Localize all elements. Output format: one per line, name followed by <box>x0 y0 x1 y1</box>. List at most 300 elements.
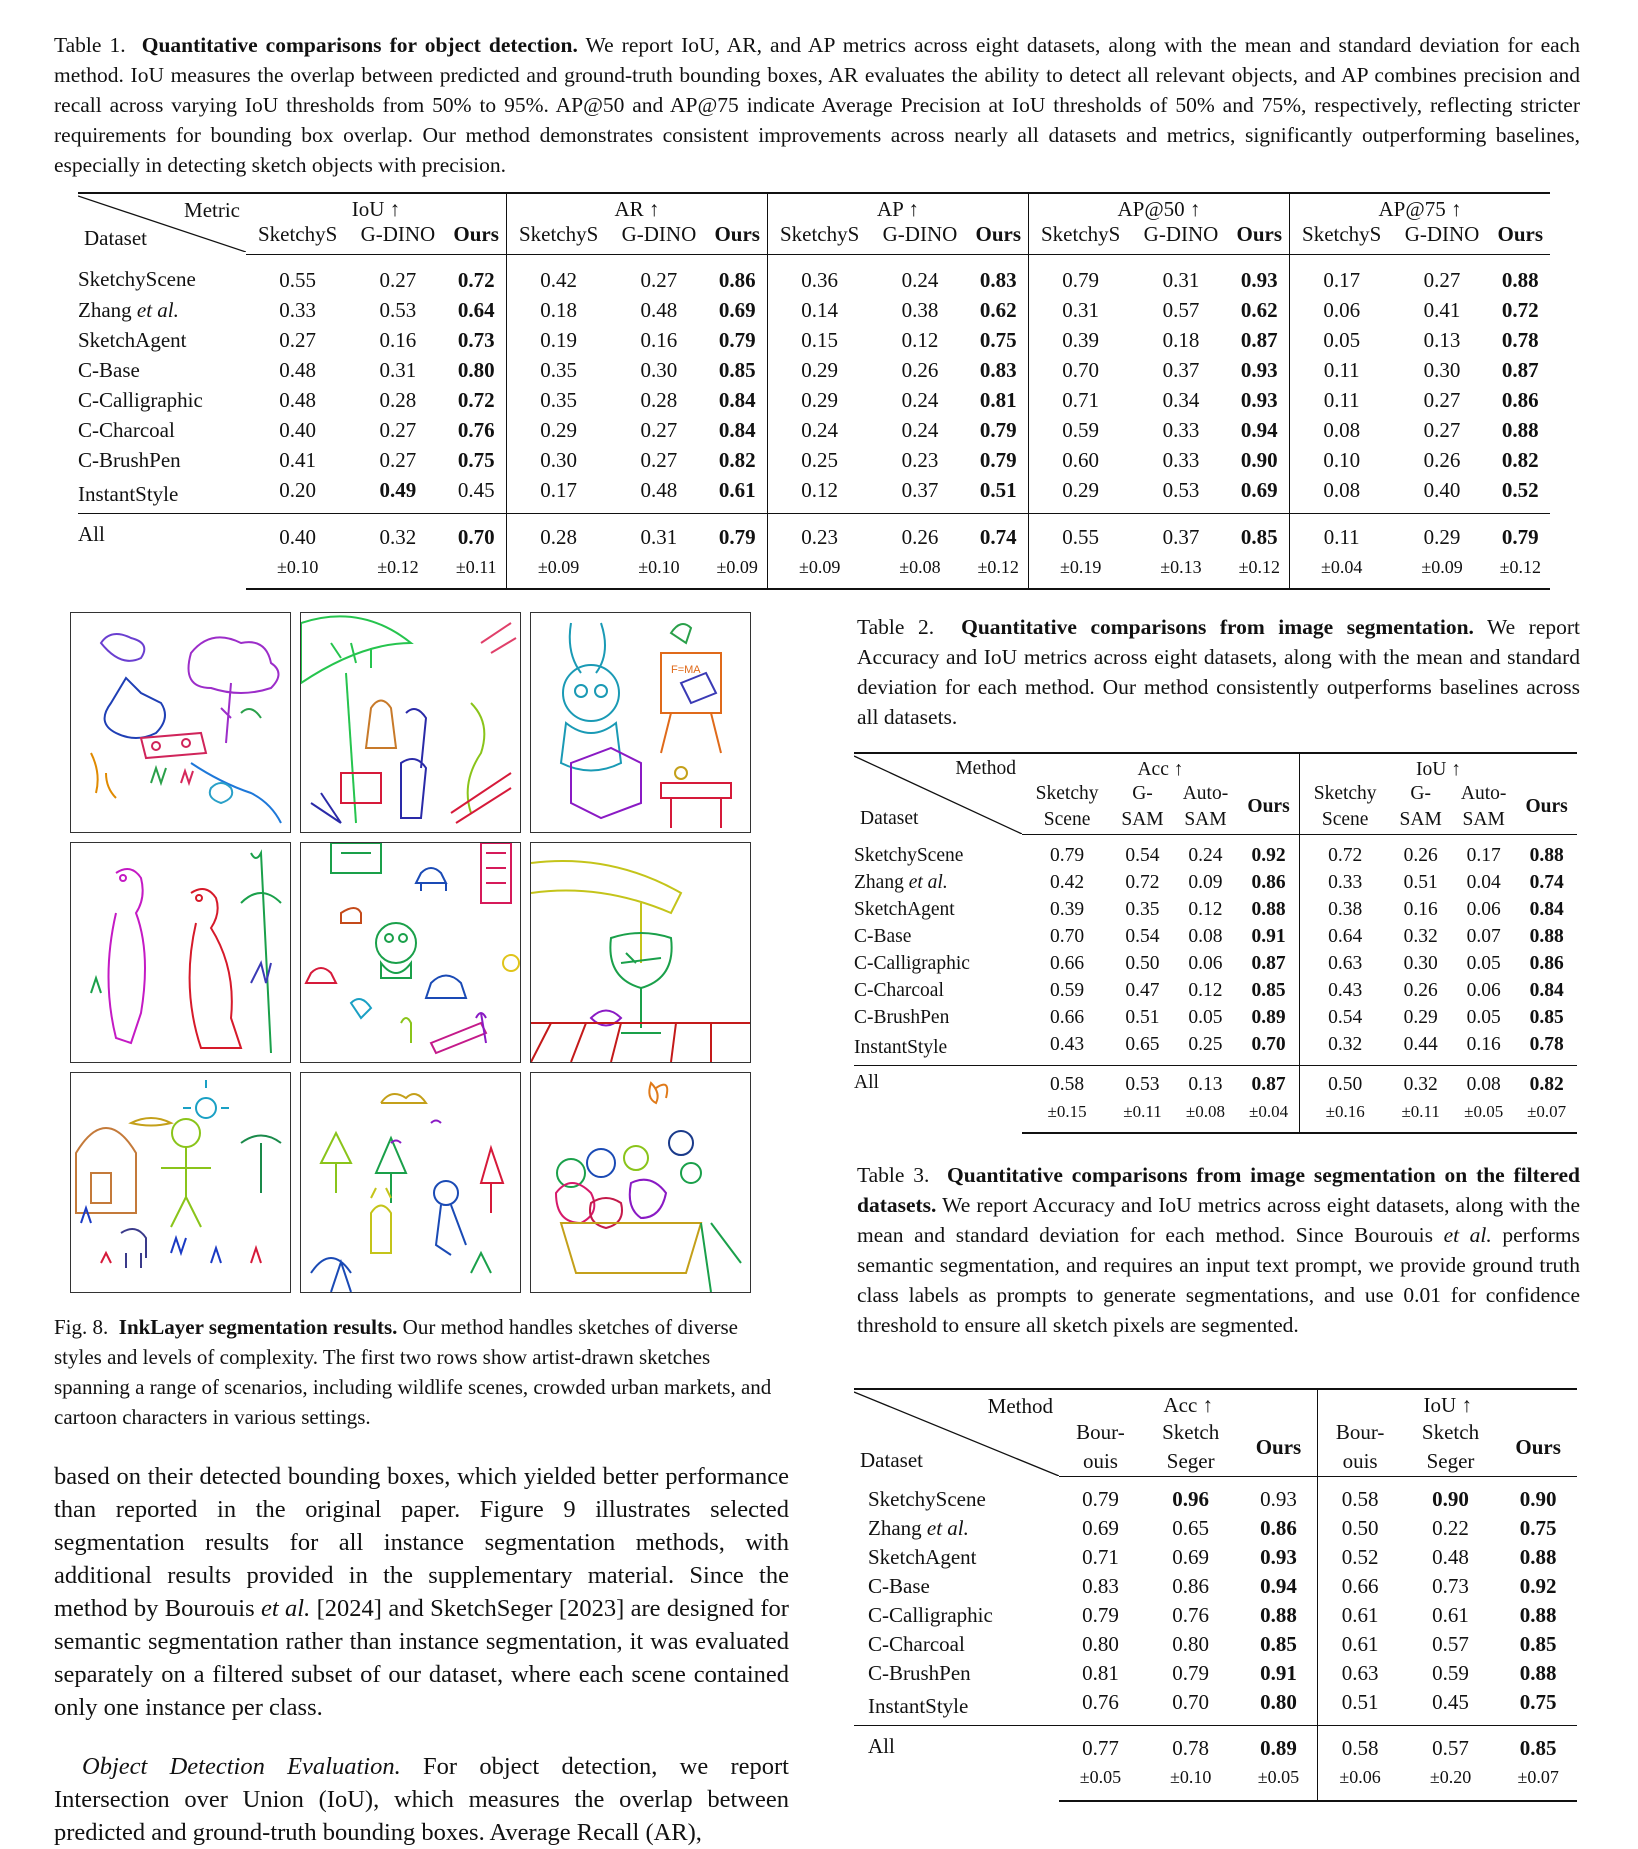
table-std-value: ±0.07 <box>1516 1099 1577 1133</box>
table-value: 0.44 <box>1390 1032 1451 1066</box>
method-header: Ours <box>446 222 506 255</box>
table-value: 0.27 <box>379 267 417 292</box>
method-header: Sketch Seger <box>1402 1418 1500 1477</box>
table-value: 0.12 <box>1188 899 1223 920</box>
body-paragraph-1: based on their detected bounding boxes, which yielded better performance than reported in the original paper. Figure 9 illustrates selected segmentation results for all instance segmentation methods, with additional results provided in the supplementary material. Since the method by Bourouis et al. [2024] and SketchSeger [2023] are designed for semantic segmentation rather than instance segmentation, it was evaluated separately on a filtered subset of our dataset, where each scene contained only one instance per class. <box>54 1463 789 1721</box>
table-row <box>854 1601 1577 1630</box>
table-value: 0.66 <box>1341 1574 1379 1598</box>
table-value: 0.82 <box>1529 1074 1564 1095</box>
table-std-value: ±0.19 <box>1028 552 1132 589</box>
method-header: Bour- ouis <box>1318 1418 1402 1477</box>
table-value: 0.72 <box>446 385 506 415</box>
row-dataset-name: InstantStyle <box>854 1688 1059 1726</box>
row-dataset-name: C-Charcoal <box>78 417 175 442</box>
table-value: 0.72 <box>446 255 506 296</box>
table-value: 0.16 <box>640 327 678 352</box>
table-value: 0.27 <box>1423 387 1461 412</box>
table-value: 0.22 <box>1432 1516 1469 1540</box>
table-std-value: ±0.12 <box>969 552 1029 589</box>
table-value: 0.33 <box>1162 417 1200 442</box>
table-value: 0.24 <box>801 417 839 442</box>
method-header: Ours <box>1230 222 1290 255</box>
table-value: 0.59 <box>1062 417 1100 442</box>
method-header: SketchyS <box>1289 222 1393 255</box>
table-value: 0.70 <box>1050 926 1085 947</box>
table-value: 0.61 <box>708 475 768 514</box>
method-header: Bour- ouis <box>1059 1418 1142 1477</box>
table-value: 0.33 <box>279 297 317 322</box>
table-value: 0.11 <box>1323 387 1360 412</box>
table-value: 0.27 <box>1423 267 1461 292</box>
table-value: 0.55 <box>279 267 317 292</box>
table-value: 0.09 <box>1188 872 1223 893</box>
table-value: 0.48 <box>279 357 317 382</box>
corner-dataset-label: Dataset <box>860 808 919 829</box>
table-value: 0.75 <box>1519 1516 1557 1540</box>
table-value: 0.29 <box>801 387 839 412</box>
table-value: 0.85 <box>1238 978 1299 1005</box>
table-value: 0.92 <box>1519 1574 1557 1598</box>
table-value: 0.88 <box>1519 1661 1557 1685</box>
table-value: 0.27 <box>379 447 417 472</box>
table-value: 0.31 <box>1162 267 1200 292</box>
corner-dataset-label: Dataset <box>84 225 147 250</box>
table-value: 0.65 <box>1112 1032 1173 1066</box>
row-dataset-name: All <box>78 522 105 546</box>
row-dataset-name: C-Base <box>78 357 140 382</box>
table-value: 0.62 <box>969 295 1029 325</box>
table-header-row <box>78 222 1550 255</box>
table-value: 0.85 <box>1239 1630 1318 1659</box>
method-header: Auto- SAM <box>1451 781 1516 835</box>
table-value: 0.12 <box>767 475 871 514</box>
table-value: 0.04 <box>1466 872 1501 893</box>
table-value: 0.72 <box>1501 297 1539 322</box>
table-value: 0.73 <box>1432 1574 1469 1598</box>
table-value: 0.50 <box>1328 1074 1363 1095</box>
sketch-wildlife-forest <box>70 612 291 833</box>
table-value: 0.30 <box>640 357 678 382</box>
table-value: 0.89 <box>1239 1726 1318 1764</box>
table-value: 0.82 <box>708 445 768 475</box>
table-row <box>854 1659 1577 1688</box>
table-row <box>854 1572 1577 1601</box>
row-dataset-name: Zhang et al. <box>868 1516 969 1540</box>
table-value: 0.54 <box>1125 845 1160 866</box>
row-dataset-name: Zhang et al. <box>854 872 948 893</box>
table-corner-header <box>854 753 1022 834</box>
table-value: 0.11 <box>1323 357 1360 382</box>
table-row <box>78 355 1550 385</box>
table-value: 0.32 <box>379 524 417 549</box>
table-value: 0.84 <box>1529 980 1564 1001</box>
table-value: 0.53 <box>1125 1074 1160 1095</box>
table-value: 0.13 <box>1423 327 1461 352</box>
table-row <box>854 1630 1577 1659</box>
table-std-value: ±0.06 <box>1318 1763 1402 1801</box>
table-value: 0.51 <box>1403 872 1438 893</box>
row-dataset-name: C-Charcoal <box>854 980 944 1001</box>
table-value: 0.82 <box>1501 447 1539 472</box>
table-value: 0.90 <box>1230 445 1290 475</box>
row-dataset-name: C-Charcoal <box>868 1632 965 1656</box>
table-value: 0.66 <box>1050 953 1085 974</box>
table-value: 0.33 <box>1328 872 1363 893</box>
table-value: 0.64 <box>446 295 506 325</box>
table-value: 0.72 <box>1328 845 1363 866</box>
method-header: Ours <box>1491 222 1550 255</box>
table-value: 0.88 <box>1501 267 1539 292</box>
row-dataset-name: All <box>868 1734 895 1758</box>
table-value: 0.51 <box>969 475 1029 514</box>
table-row-all <box>854 1726 1577 1764</box>
table-value: 0.41 <box>279 447 317 472</box>
method-header: G-DINO <box>610 222 707 255</box>
table-value: 0.74 <box>1529 872 1564 893</box>
table-std-value: ±0.10 <box>246 552 349 589</box>
table-value: 0.88 <box>1519 1603 1557 1627</box>
table-value: 0.79 <box>708 514 768 553</box>
table-value: 0.54 <box>1328 1007 1363 1028</box>
table-value: 0.55 <box>1062 524 1100 549</box>
table-value: 0.57 <box>1432 1736 1469 1760</box>
table-row <box>854 1543 1577 1572</box>
table-value: 0.31 <box>379 357 417 382</box>
table-value: 0.92 <box>1238 834 1299 870</box>
sketch-wine-glass <box>530 842 751 1063</box>
row-dataset-name: C-Calligraphic <box>78 387 203 412</box>
table-value: 0.42 <box>1050 872 1085 893</box>
method-header: G-DINO <box>1393 222 1490 255</box>
table-std-value: ±0.12 <box>349 552 446 589</box>
figure-8-caption: Fig. 8. InkLayer segmentation results. Our method handles sketches of diverse styles and levels of complexity. The first two rows show artist-drawn sketches spanning a range of scenarios, including wildlife scenes, crowded urban markets, and cartoon characters in various settings. <box>54 1315 772 1429</box>
table-std-value: ±0.09 <box>506 552 610 589</box>
table-value: 0.78 <box>1172 1736 1210 1760</box>
table-value: 0.50 <box>1341 1516 1379 1540</box>
table-value: 0.84 <box>708 415 768 445</box>
table-value: 0.71 <box>1062 387 1100 412</box>
table-value: 0.12 <box>1188 980 1223 1001</box>
metric-group-header: IoU ↑ <box>1318 1389 1577 1418</box>
table-value: 0.38 <box>901 297 939 322</box>
table-std-value: ±0.05 <box>1239 1763 1318 1801</box>
sketch-meerkats <box>70 842 291 1063</box>
row-dataset-name: C-Base <box>854 926 912 947</box>
table-value: 0.30 <box>540 447 577 472</box>
table2 <box>854 752 1577 1134</box>
table-value: 0.85 <box>708 355 768 385</box>
table-value: 0.86 <box>1238 870 1299 897</box>
table-value: 0.05 <box>1323 327 1361 352</box>
table-value: 0.08 <box>1466 1074 1501 1095</box>
table-std-value: ±0.16 <box>1299 1099 1390 1133</box>
body-paragraph-2: Object Detection Evaluation. For object detection, we report Intersection over Union (IoU), which measures the overlap between predicted and ground-truth bounding boxes. Average Recall (AR), <box>54 1753 789 1846</box>
table-header-row <box>854 753 1577 781</box>
table-value: 0.81 <box>969 385 1029 415</box>
table-value: 0.35 <box>540 357 577 382</box>
table-value: 0.77 <box>1082 1736 1119 1760</box>
table-value: 0.93 <box>1239 1543 1318 1572</box>
metric-group-header: IoU ↑ <box>1299 753 1577 781</box>
table-value: 0.70 <box>1142 1688 1240 1726</box>
table-value: 0.75 <box>1499 1688 1577 1726</box>
table-value: 0.13 <box>1188 1074 1223 1095</box>
table-value: 0.76 <box>1172 1603 1210 1627</box>
table-std-value: ±0.05 <box>1059 1763 1142 1801</box>
table-value: 0.79 <box>1082 1603 1119 1627</box>
table-value: 0.24 <box>901 267 939 292</box>
table-std-value: ±0.09 <box>767 552 871 589</box>
table-row <box>78 445 1550 475</box>
table-value: 0.23 <box>801 524 839 549</box>
table-value: 0.85 <box>1519 1736 1557 1760</box>
table-value: 0.79 <box>969 415 1029 445</box>
metric-group-header: IoU ↑ <box>246 193 506 222</box>
table-row <box>78 385 1550 415</box>
table-value: 0.58 <box>1341 1487 1379 1511</box>
sketch-bunny-teacher <box>530 612 751 833</box>
corner-metric-label: Method <box>987 1394 1053 1418</box>
table-value: 0.79 <box>1501 524 1539 549</box>
row-dataset-name: C-BrushPen <box>78 447 181 472</box>
table-header-row <box>78 193 1550 222</box>
table-row <box>78 255 1550 296</box>
table-value: 0.43 <box>1022 1032 1112 1066</box>
table-value: 0.94 <box>1239 1572 1318 1601</box>
table-row-all <box>854 1065 1577 1099</box>
table-value: 0.63 <box>1341 1661 1379 1685</box>
table-value: 0.06 <box>1188 953 1223 974</box>
method-header: Auto- SAM <box>1173 781 1238 835</box>
table-value: 0.85 <box>1519 1632 1557 1656</box>
table-value: 0.79 <box>1062 267 1100 292</box>
table-std-value: ±0.12 <box>1491 552 1550 589</box>
metric-group-header: AP ↑ <box>767 193 1028 222</box>
table-value: 0.29 <box>1403 1007 1438 1028</box>
table-std-value: ±0.07 <box>1499 1763 1577 1801</box>
row-dataset-name: InstantStyle <box>78 475 246 514</box>
table-value: 0.08 <box>1323 417 1361 442</box>
metric-group-header: Acc ↑ <box>1059 1389 1318 1418</box>
table-value: 0.24 <box>901 417 939 442</box>
table-value: 0.43 <box>1328 980 1363 1001</box>
table-value: 0.85 <box>1230 514 1290 553</box>
table-value: 0.05 <box>1466 1007 1501 1028</box>
table-value: 0.80 <box>1239 1688 1318 1726</box>
table-row <box>854 1514 1577 1543</box>
table-value: 0.63 <box>1328 953 1363 974</box>
table-row <box>854 870 1577 897</box>
table-value: 0.75 <box>969 325 1029 355</box>
table-value: 0.24 <box>1188 845 1223 866</box>
table-value: 0.83 <box>1082 1574 1119 1598</box>
table-std-value: ±0.04 <box>1238 1099 1299 1133</box>
table-value: 0.40 <box>279 417 317 442</box>
table-value: 0.19 <box>540 327 577 352</box>
table-value: 0.28 <box>640 387 678 412</box>
table-value: 0.42 <box>540 267 577 292</box>
table-value: 0.86 <box>1501 387 1539 412</box>
method-header: SketchyS <box>246 222 349 255</box>
sketch-house-stickman <box>70 1072 291 1293</box>
table-header-row <box>854 1389 1577 1418</box>
table-value: 0.57 <box>1162 297 1200 322</box>
table-value: 0.87 <box>1238 951 1299 978</box>
row-dataset-name: C-BrushPen <box>868 1661 971 1685</box>
table-row <box>854 1005 1577 1032</box>
method-header: G-DINO <box>1132 222 1229 255</box>
table-row <box>78 325 1550 355</box>
table-value: 0.80 <box>446 355 506 385</box>
table-value: 0.58 <box>1341 1736 1379 1760</box>
table-value: 0.06 <box>1466 980 1501 1001</box>
table-value: 0.30 <box>1423 357 1461 382</box>
table-value: 0.37 <box>871 475 968 514</box>
table-value: 0.76 <box>1059 1688 1142 1726</box>
table1 <box>78 192 1550 590</box>
table-value: 0.85 <box>1529 1007 1564 1028</box>
svg-text:F=MA: F=MA <box>671 664 701 676</box>
table-value: 0.27 <box>640 267 678 292</box>
table-value: 0.72 <box>1125 872 1160 893</box>
table-value: 0.49 <box>349 475 446 514</box>
table-row <box>854 1032 1577 1066</box>
table-row-std <box>78 552 1550 589</box>
table-std-value: ±0.10 <box>610 552 707 589</box>
table-value: 0.24 <box>901 387 939 412</box>
table-value: 0.87 <box>1238 1065 1299 1099</box>
table-value: 0.26 <box>1423 447 1461 472</box>
table-value: 0.90 <box>1432 1487 1469 1511</box>
table-value: 0.31 <box>640 524 678 549</box>
table-value: 0.80 <box>1172 1632 1210 1656</box>
table-value: 0.93 <box>1239 1477 1318 1515</box>
table-value: 0.26 <box>1403 845 1438 866</box>
row-dataset-name: SketchAgent <box>868 1545 977 1569</box>
method-header: G- SAM <box>1390 781 1451 835</box>
table-value: 0.50 <box>1125 953 1160 974</box>
table-value: 0.61 <box>1341 1603 1379 1627</box>
method-header: G-DINO <box>349 222 446 255</box>
table-value: 0.32 <box>1403 926 1438 947</box>
row-dataset-name: SketchAgent <box>78 327 187 352</box>
table-value: 0.89 <box>1238 1005 1299 1032</box>
table-value: 0.90 <box>1519 1487 1557 1511</box>
corner-dataset-label: Dataset <box>860 1447 923 1472</box>
table-value: 0.18 <box>540 297 577 322</box>
row-dataset-name: Zhang et al. <box>78 297 179 322</box>
table-value: 0.80 <box>1082 1632 1119 1656</box>
table-value: 0.93 <box>1230 385 1290 415</box>
table-value: 0.40 <box>1393 475 1490 514</box>
table-value: 0.84 <box>1529 899 1564 920</box>
table-value: 0.83 <box>969 255 1029 296</box>
table-value: 0.78 <box>1516 1032 1577 1066</box>
table-row <box>854 1688 1577 1726</box>
table-value: 0.52 <box>1341 1545 1379 1569</box>
table-value: 0.35 <box>540 387 577 412</box>
table-value: 0.17 <box>1466 845 1501 866</box>
table-value: 0.69 <box>1230 475 1290 514</box>
table-row <box>854 1477 1577 1515</box>
table-value: 0.78 <box>1501 327 1539 352</box>
table-std-value: ±0.10 <box>1142 1763 1240 1801</box>
table-value: 0.51 <box>1318 1688 1402 1726</box>
table-corner-header <box>854 1389 1059 1477</box>
table-value: 0.48 <box>610 475 707 514</box>
table-std-value: ±0.08 <box>871 552 968 589</box>
method-header: Ours <box>708 222 768 255</box>
method-header: Sketchy Scene <box>1299 781 1390 835</box>
table-value: 0.48 <box>1432 1545 1469 1569</box>
table-value: 0.88 <box>1519 1545 1557 1569</box>
row-dataset-name: SketchyScene <box>78 267 196 292</box>
table-value: 0.26 <box>901 357 939 382</box>
method-header: Ours <box>1516 781 1577 835</box>
table-value: 0.41 <box>1423 297 1461 322</box>
table-value: 0.32 <box>1299 1032 1390 1066</box>
table-value: 0.47 <box>1125 980 1160 1001</box>
method-header: Sketch Seger <box>1142 1418 1240 1477</box>
table-value: 0.45 <box>1402 1688 1500 1726</box>
table-value: 0.79 <box>1172 1661 1210 1685</box>
table-value: 0.94 <box>1230 415 1290 445</box>
table-value: 0.20 <box>246 475 349 514</box>
table-value: 0.96 <box>1172 1487 1210 1511</box>
table-value: 0.88 <box>1529 845 1564 866</box>
table-value: 0.27 <box>640 447 678 472</box>
table-value: 0.06 <box>1323 297 1361 322</box>
table-value: 0.86 <box>1239 1514 1318 1543</box>
table-row <box>854 951 1577 978</box>
table-value: 0.26 <box>1403 980 1438 1001</box>
method-header: Ours <box>969 222 1029 255</box>
sketch-kids-forest <box>300 1072 521 1293</box>
method-header: SketchyS <box>1028 222 1132 255</box>
corner-metric-label: Method <box>955 758 1016 779</box>
table3-caption: Table 3. Quantitative comparisons from image segmentation on the filtered datasets. We report Accuracy and IoU metrics across eight datasets, along with the mean and standard deviation for each method. Since Bourouis et al. performs semantic segmentation, and requires an input text prompt, we provide ground truth class labels as prompts to generate segmentations, and use 0.01 for confidence threshold to ensure all sketch pixels are segmented. <box>857 1163 1581 1337</box>
table-std-value: ±0.13 <box>1132 552 1229 589</box>
table-value: 0.57 <box>1432 1632 1469 1656</box>
table-value: 0.23 <box>901 447 939 472</box>
table-value: 0.18 <box>1162 327 1200 352</box>
table-value: 0.29 <box>801 357 839 382</box>
table-value: 0.30 <box>1403 953 1438 974</box>
table-value: 0.28 <box>540 524 577 549</box>
table-value: 0.76 <box>446 415 506 445</box>
table-value: 0.79 <box>969 445 1029 475</box>
table-std-value: ±0.15 <box>1022 1099 1112 1133</box>
table1-caption: Table 1. Quantitative comparisons for object detection. We report IoU, AR, and AP metrics across eight datasets, along with the mean and standard deviation for each method. IoU measures the overlap between predicted and ground-truth bounding boxes, AR evaluates the ability to detect all relevant objects, and AP combines precision and recall across varying IoU thresholds from 50% to 95%. AP@50 and AP@75 indicate Average Precision at IoU thresholds of 50% and 75%, respectively, reflecting stricter requirements for bounding box overlap. Our method demonstrates consistent improvements across nearly all datasets and metrics, significantly outperforming baselines, especially in detecting sketch objects with precision. <box>54 33 1580 177</box>
table-row <box>78 295 1550 325</box>
row-dataset-name: InstantStyle <box>854 1032 1022 1066</box>
table-value: 0.74 <box>969 514 1029 553</box>
table-value: 0.48 <box>640 297 678 322</box>
table-value: 0.06 <box>1466 899 1501 920</box>
table-value: 0.88 <box>1501 417 1539 442</box>
method-header: Ours <box>1499 1418 1577 1477</box>
table-value: 0.29 <box>1423 524 1461 549</box>
table-value: 0.11 <box>1323 524 1360 549</box>
table-value: 0.16 <box>379 327 417 352</box>
row-dataset-name: C-BrushPen <box>854 1007 950 1028</box>
sketch-city-cars <box>300 842 521 1063</box>
table-value: 0.36 <box>801 267 839 292</box>
table-value: 0.08 <box>1289 475 1393 514</box>
table-value: 0.61 <box>1432 1603 1469 1627</box>
metric-group-header: Acc ↑ <box>1022 753 1299 781</box>
table-value: 0.86 <box>1529 953 1564 974</box>
